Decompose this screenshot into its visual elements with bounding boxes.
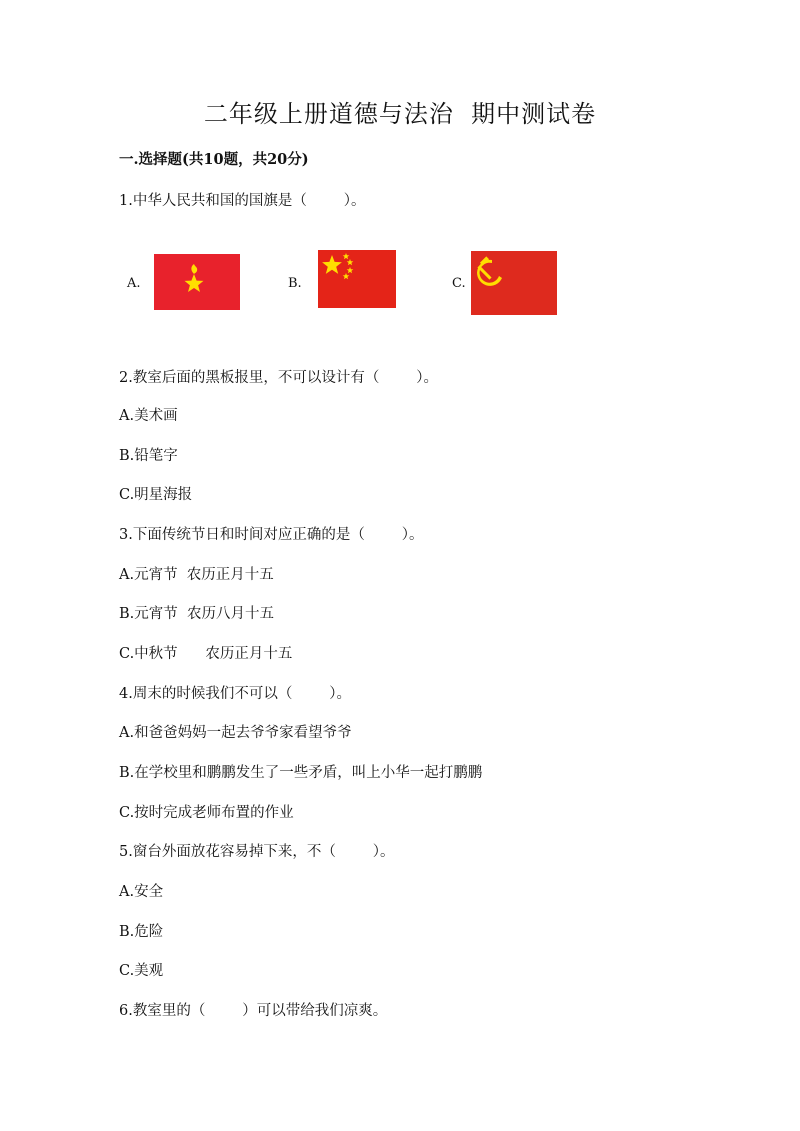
option-c-label: C. (452, 276, 466, 291)
question-3: 3.下面传统节日和时间对应正确的是（ ）。 (119, 527, 424, 543)
q3-option-a: A.元宵节 农历正月十五 (119, 567, 274, 583)
q4-option-a: A.和爸爸妈妈一起去爷爷家看望爷爷 (119, 725, 352, 741)
q2-option-b: B.铅笔字 (119, 448, 178, 464)
section-heading: 一.选择题(共10题，共20分) (119, 151, 309, 168)
option-a-label: A. (127, 276, 141, 291)
young-pioneers-flag-icon[interactable] (154, 254, 240, 310)
national-flag-icon[interactable] (318, 250, 396, 308)
question-4: 4.周末的时候我们不可以（ ）。 (119, 686, 351, 702)
option-b-label: B. (288, 276, 302, 291)
question-1: 1.中华人民共和国的国旗是（ ）。 (119, 193, 366, 209)
page-title: 二年级上册道德与法治 期中测试卷 (203, 100, 597, 128)
question-5: 5.窗台外面放花容易掉下来，不（ ）。 (119, 844, 395, 860)
question-2: 2.教室后面的黑板报里，不可以设计有（ ）。 (119, 370, 438, 386)
q5-option-a: A.安全 (119, 884, 164, 900)
q3-option-c: C.中秋节 农历正月十五 (119, 646, 293, 662)
q2-option-a: A.美术画 (119, 408, 178, 424)
q5-option-c: C.美观 (119, 963, 164, 979)
q4-option-c: C.按时完成老师布置的作业 (119, 805, 294, 821)
party-flag-icon[interactable] (471, 251, 557, 315)
q5-option-b: B.危险 (119, 924, 164, 940)
question-6: 6.教室里的（ ）可以带给我们凉爽。 (119, 1003, 388, 1019)
q2-option-c: C.明星海报 (119, 487, 193, 503)
q4-option-b: B.在学校里和鹏鹏发生了一些矛盾，叫上小华一起打鹏鹏 (119, 765, 483, 781)
q3-option-b: B.元宵节 农历八月十五 (119, 606, 274, 622)
flag-field (318, 250, 396, 308)
